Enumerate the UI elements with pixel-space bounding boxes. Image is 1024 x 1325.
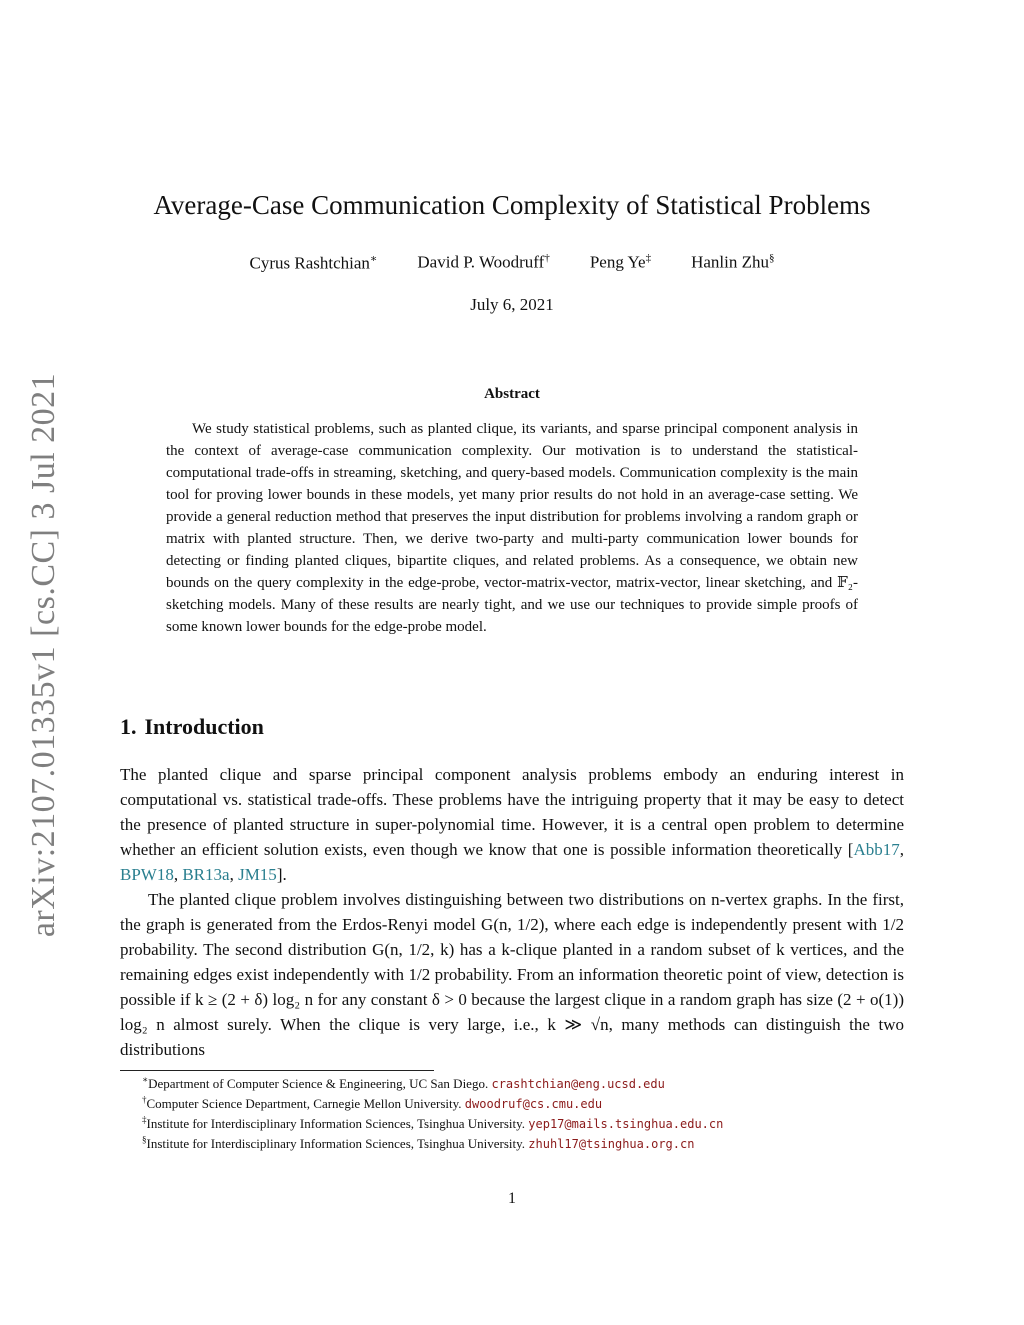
intro-paragraph-1: The planted clique and sparse principal component analysis problems embody an enduring interest in computational vs. statistical trade-offs. These problems have the intriguing property that it may be easy to detect the presence of planted structure in super-polynomial time. However, it is a central open problem to determine whether an efficient solution exists, even though we know that one is possible information theoretically [Abb17, BPW18, BR13a, JM15].: [120, 765, 904, 884]
abstract-body: We study statistical problems, such as planted clique, its variants, and sparse principal component analysis in the context of average-case communication complexity. Our motivation is to understand the statistical-computational trade-offs in streaming, sketching, and query-based models. Communication complexity is the main tool for proving lower bounds in these models, yet many prior results do not hold in an average-case setting. We provide a general reduction method that preserves the input distribution for problems involving a random graph or matrix with planted structure. Then, we derive two-party and multi-party communication lower bounds for detecting or finding planted cliques, bipartite cliques, and related problems. As a consequence, we obtain new bounds on the query complexity in the edge-probe, vector-matrix-vector, matrix-vector, linear sketching, and 𝔽₂-sketching models. Many of these results are nearly tight, and we use our techniques to provide simple proofs of some known lower bounds for the edge-probe model.: [166, 421, 858, 635]
citation-link[interactable]: BPW18: [120, 865, 174, 884]
email-link[interactable]: yep17@mails.tsinghua.edu.cn: [528, 1117, 724, 1131]
footnote-divider: [120, 1070, 434, 1071]
page-number: 1: [508, 1190, 516, 1207]
email-link[interactable]: crashtchian@eng.ucsd.edu: [491, 1077, 665, 1091]
author-3: Peng Ye‡: [589, 252, 652, 272]
author-4: Hanlin Zhu§: [691, 252, 775, 272]
author-list: [120, 252, 904, 274]
author-1: Cyrus Rashtchian∗: [249, 253, 378, 273]
intro-paragraph-2: The planted clique problem involves distinguishing between two distributions on n-vertex graphs. In the first, the graph is generated from the Erdos-Renyi model G(n, 1/2), where each edge is independently present with 1/2 probability. The second distribution G(n, 1/2, k) has a k-clique planted in a random subset of k vertices, and the remaining edges exist independently with 1/2 probability. From an information theoretic point of view, detection is possible if k ≥ (2 + δ) log₂ n for any constant δ > 0 because the largest clique in a random graph has size (2 + o(1)) log₂ n almost surely. When the clique is very large, i.e., k ≫ √n, many methods can distinguish the two distributions: [120, 890, 904, 1059]
email-link[interactable]: zhuhl17@tsinghua.org.cn: [528, 1137, 695, 1151]
publication-date: July 6, 2021: [470, 295, 554, 314]
footnotes: [120, 1074, 904, 1154]
author-2: David P. Woodruff†: [417, 252, 550, 272]
citation-link[interactable]: BR13a: [182, 865, 230, 884]
section-title: Introduction: [144, 714, 264, 739]
arxiv-identifier: arXiv:2107.01335v1 [cs.CC] 3 Jul 2021: [25, 372, 62, 938]
footnote: †Computer Science Department, Carnegie Mellon University. dwoodruf@cs.cmu.edu: [142, 1094, 603, 1111]
footnote: ∗Department of Computer Science & Engineering, UC San Diego. crashtchian@eng.ucsd.edu: [142, 1074, 665, 1091]
section-number: 1.: [120, 714, 137, 739]
citation-link[interactable]: JM15: [238, 865, 277, 884]
citation-link[interactable]: Abb17: [853, 840, 900, 859]
footnote: §Institute for Interdisciplinary Information Sciences, Tsinghua University. zhuhl17@tsinghua.org.cn: [142, 1134, 695, 1151]
email-link[interactable]: dwoodruf@cs.cmu.edu: [464, 1097, 603, 1111]
introduction-body: [120, 762, 904, 1062]
footnote: ‡Institute for Interdisciplinary Information Sciences, Tsinghua University. yep17@mails.tsinghua.edu.cn: [142, 1114, 724, 1131]
paper-title: Average-Case Communication Complexity of Statistical Problems: [153, 190, 871, 220]
abstract-heading: Abstract: [484, 386, 540, 402]
section-heading: [120, 714, 264, 740]
